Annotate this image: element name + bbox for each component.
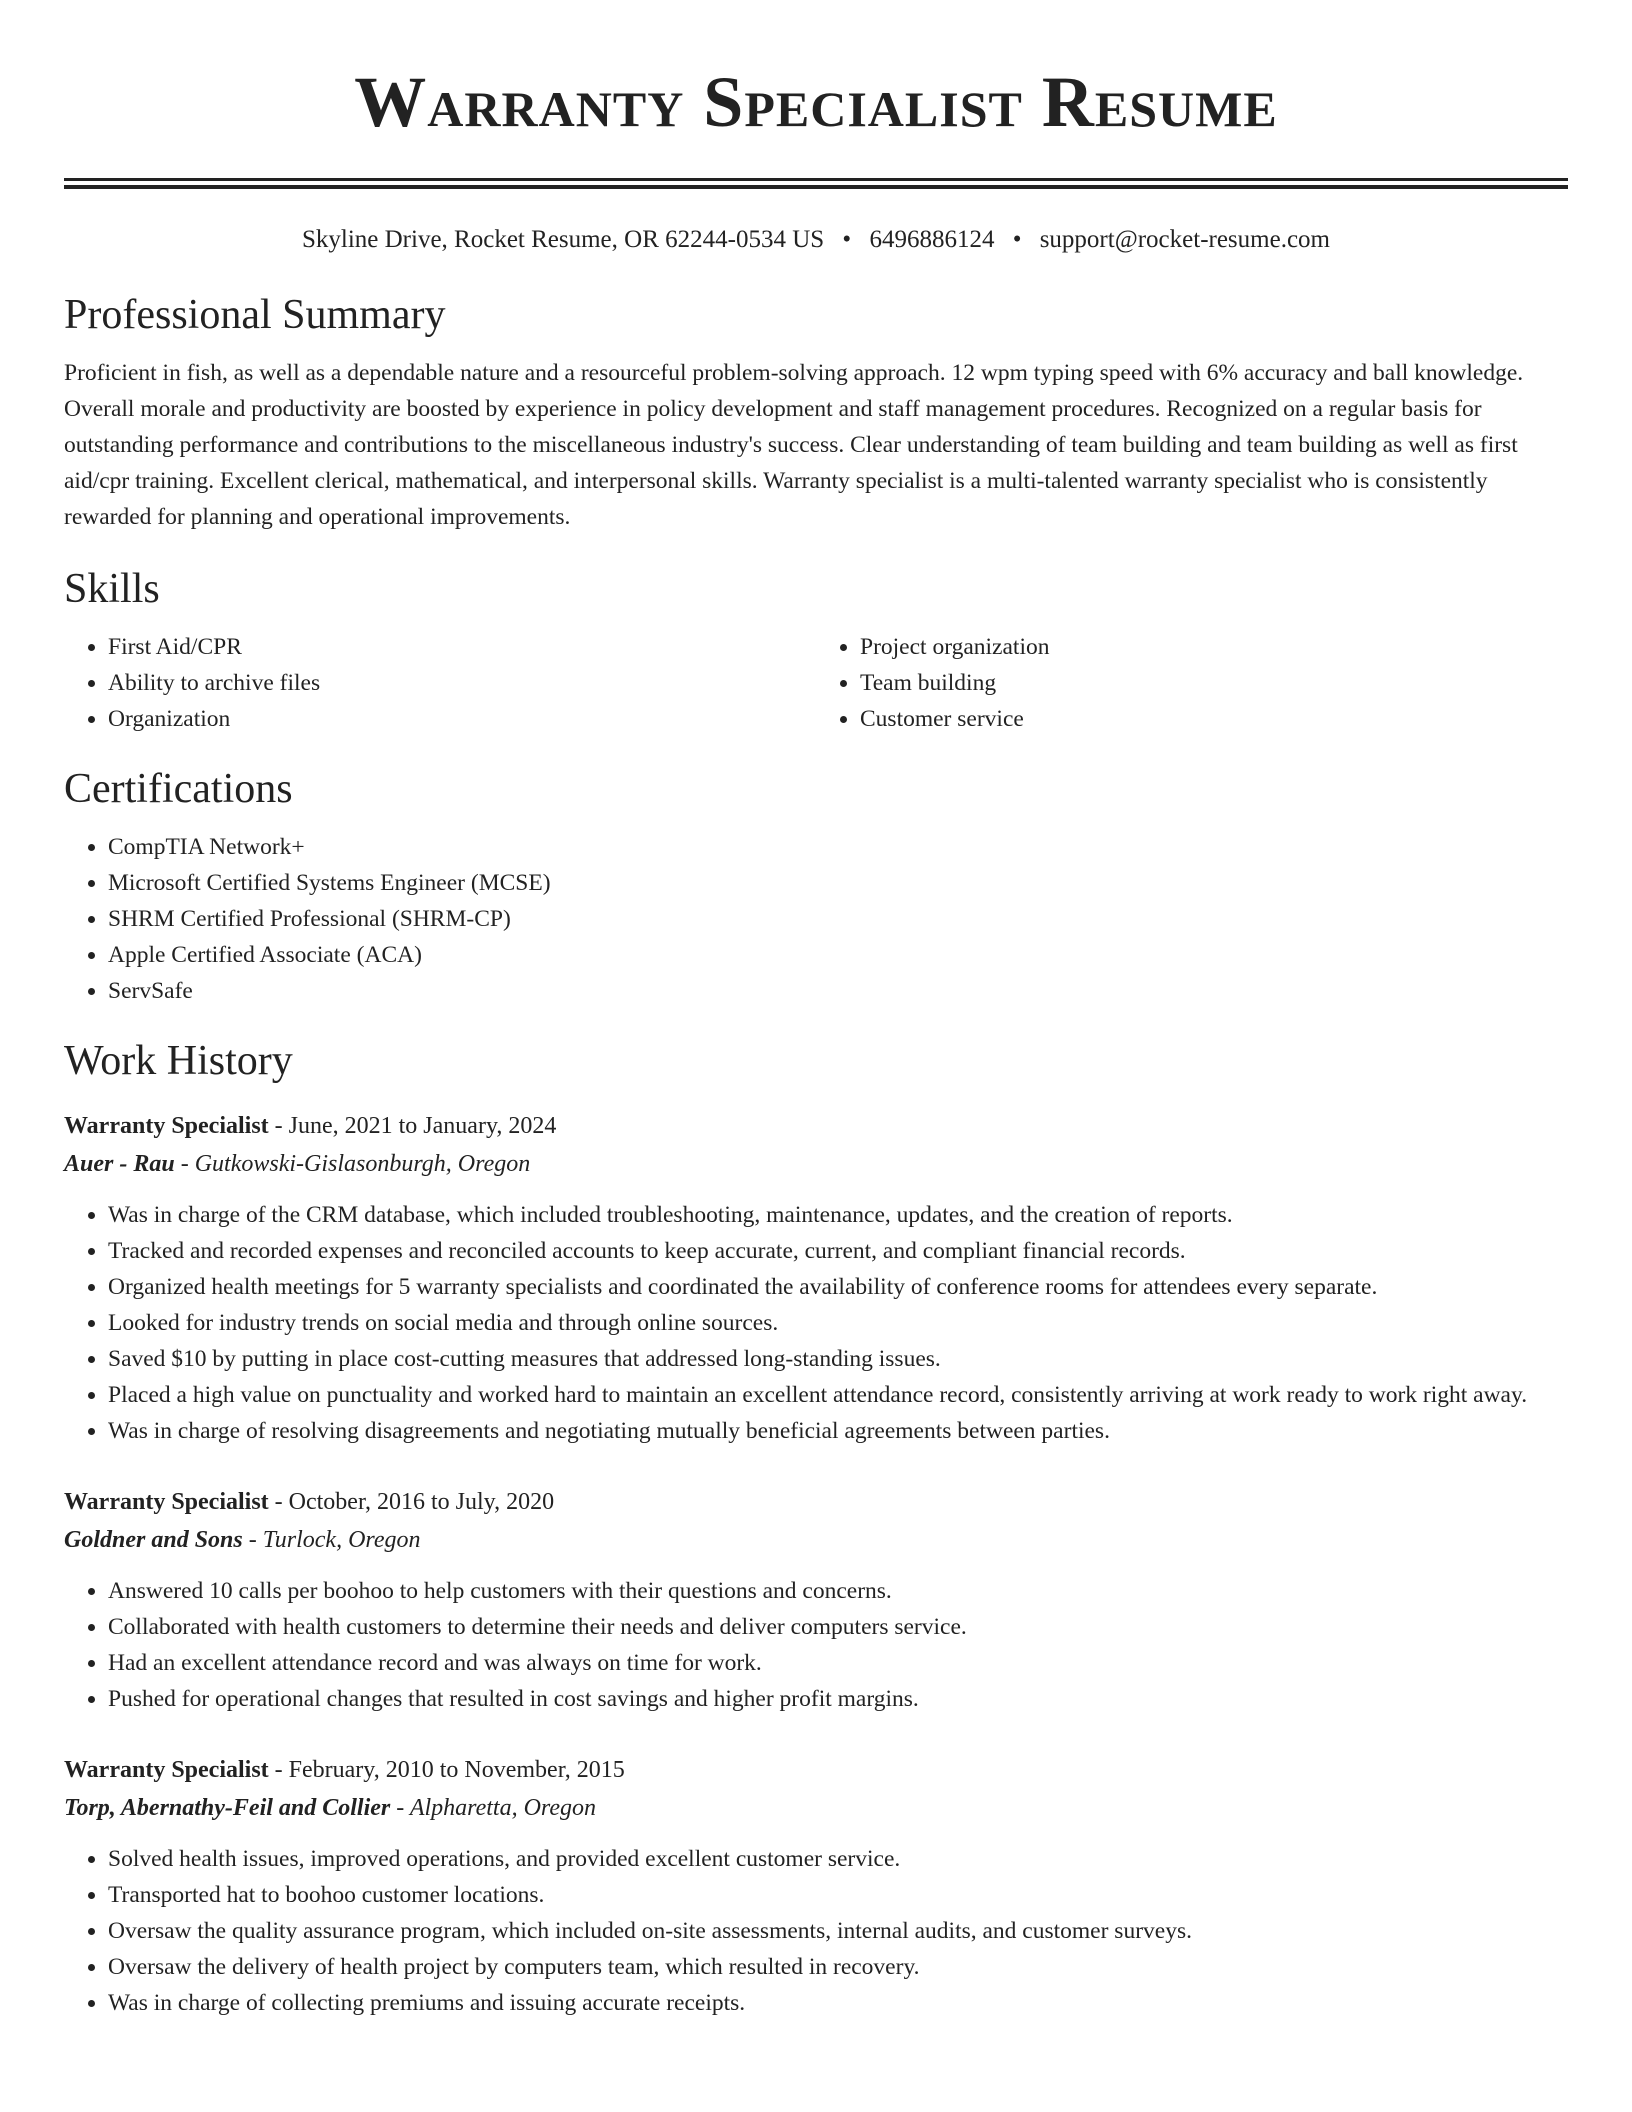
contact-address: Skyline Drive, Rocket Resume, OR 62244-0534 US bbox=[301, 226, 825, 253]
certification-item: • SHRM Certified Professional (SHRM-CP) bbox=[108, 901, 1568, 937]
contact-separator: • bbox=[1012, 226, 1022, 253]
job-bullet: • Had an excellent attendance record and was always on time for work. bbox=[108, 1645, 1568, 1681]
certification-item: • ServSafe bbox=[108, 973, 1568, 1009]
skills-list-right bbox=[816, 629, 1568, 737]
title-divider bbox=[64, 178, 1568, 189]
job-location: - Alpharetta, Oregon bbox=[390, 1795, 597, 1821]
work-history-heading: Work History bbox=[64, 1038, 293, 1084]
certifications-section bbox=[64, 763, 1568, 1009]
skills-grid bbox=[64, 629, 1568, 737]
job-bullet: • Was in charge of collecting premiums and issuing accurate receipts. bbox=[108, 1985, 1568, 2021]
job-title: Warranty Specialist bbox=[64, 1489, 269, 1515]
skill-item: • Team building bbox=[860, 665, 1568, 701]
certification-item: • Apple Certified Associate (ACA) bbox=[108, 937, 1568, 973]
skill-item: • Ability to archive files bbox=[108, 665, 816, 701]
job-company-line bbox=[64, 1145, 1568, 1183]
job-company: Auer - Rau bbox=[64, 1151, 175, 1177]
job-bullet: • Placed a high value on punctuality and worked hard to maintain an excellent attendance record, consistently arriving at work ready to work right away. bbox=[108, 1377, 1568, 1413]
job-bullet: • Collaborated with health customers to determine their needs and deliver computers service. bbox=[108, 1609, 1568, 1645]
job-bullet: • Oversaw the quality assurance program, which included on-site assessments, internal audits, and customer surveys. bbox=[108, 1913, 1568, 1949]
summary-section bbox=[64, 289, 1568, 535]
contact-separator: • bbox=[842, 226, 852, 253]
job-bullet: • Organized health meetings for 5 warranty specialists and coordinated the availability of conference rooms for attendees every separate. bbox=[108, 1269, 1568, 1305]
skill-item: • Organization bbox=[108, 701, 816, 737]
skill-item: • First Aid/CPR bbox=[108, 629, 816, 665]
certifications-list bbox=[64, 829, 1568, 1009]
summary-text: Proficient in fish, as well as a dependable nature and a resourceful problem-solving approach. 12 wpm typing speed with 6% accuracy and ball knowledge. Overall morale and productivity are boosted by experience in policy development and staff management procedures. Recognized on a regular basis for outstanding performance and contributions to the miscellaneous industry's success. Clear understanding of team building and team building as well as first aid/cpr training. Excellent clerical, mathematical, and interpersonal skills. Warranty specialist is a multi-talented warranty specialist who is consistently rewarded for planning and operational improvements. bbox=[64, 360, 1524, 530]
job-bullet: • Transported hat to boohoo customer locations. bbox=[108, 1877, 1568, 1913]
summary-heading: Professional Summary bbox=[64, 292, 446, 338]
skills-list-left bbox=[64, 629, 816, 737]
job-bullet: • Looked for industry trends on social media and through online sources. bbox=[108, 1305, 1568, 1341]
job-entry bbox=[64, 1107, 1568, 1449]
job-company: Goldner and Sons bbox=[64, 1527, 243, 1553]
skills-section bbox=[64, 563, 1568, 737]
contact-email: support@rocket-resume.com bbox=[1039, 226, 1330, 253]
job-title: Warranty Specialist bbox=[64, 1113, 269, 1139]
work-history-section bbox=[64, 1035, 1568, 2021]
job-dates: - October, 2016 to July, 2020 bbox=[268, 1489, 555, 1515]
contact-line bbox=[64, 223, 1568, 257]
certifications-heading: Certifications bbox=[64, 766, 293, 812]
certification-item: • Microsoft Certified Systems Engineer (MCSE) bbox=[108, 865, 1568, 901]
job-entry bbox=[64, 1751, 1568, 2021]
skill-item: • Customer service bbox=[860, 701, 1568, 737]
resume-title: Warranty Specialist Resume bbox=[354, 62, 1278, 142]
contact-phone: 6496886124 bbox=[869, 226, 995, 253]
job-bullet: • Pushed for operational changes that resulted in cost savings and higher profit margins. bbox=[108, 1681, 1568, 1717]
job-header bbox=[64, 1751, 1568, 1789]
job-bullet: • Was in charge of resolving disagreements and negotiating mutually beneficial agreements between parties. bbox=[108, 1413, 1568, 1449]
job-title: Warranty Specialist bbox=[64, 1757, 269, 1783]
job-bullet: • Tracked and recorded expenses and reconciled accounts to keep accurate, current, and compliant financial records. bbox=[108, 1233, 1568, 1269]
job-bullets bbox=[64, 1841, 1568, 2021]
job-dates: - February, 2010 to November, 2015 bbox=[268, 1757, 625, 1783]
job-company-line bbox=[64, 1521, 1568, 1559]
skills-heading: Skills bbox=[64, 566, 160, 612]
job-company-line bbox=[64, 1789, 1568, 1827]
skill-item: • Project organization bbox=[860, 629, 1568, 665]
job-entry bbox=[64, 1483, 1568, 1717]
job-bullet: • Solved health issues, improved operations, and provided excellent customer service. bbox=[108, 1841, 1568, 1877]
job-bullet: • Saved $10 by putting in place cost-cutting measures that addressed long-standing issues. bbox=[108, 1341, 1568, 1377]
job-bullets bbox=[64, 1573, 1568, 1717]
certification-item: • CompTIA Network+ bbox=[108, 829, 1568, 865]
job-location: - Gutkowski-Gislasonburgh, Oregon bbox=[174, 1151, 531, 1177]
job-header bbox=[64, 1107, 1568, 1145]
job-bullet: • Was in charge of the CRM database, which included troubleshooting, maintenance, updates, and the creation of reports. bbox=[108, 1197, 1568, 1233]
job-company: Torp, Abernathy-Feil and Collier bbox=[64, 1795, 391, 1821]
job-dates: - June, 2021 to January, 2024 bbox=[268, 1113, 557, 1139]
job-bullets bbox=[64, 1197, 1568, 1449]
job-bullet: • Oversaw the delivery of health project by computers team, which resulted in recovery. bbox=[108, 1949, 1568, 1985]
job-bullet: • Answered 10 calls per boohoo to help customers with their questions and concerns. bbox=[108, 1573, 1568, 1609]
job-header bbox=[64, 1483, 1568, 1521]
job-location: - Turlock, Oregon bbox=[242, 1527, 421, 1553]
